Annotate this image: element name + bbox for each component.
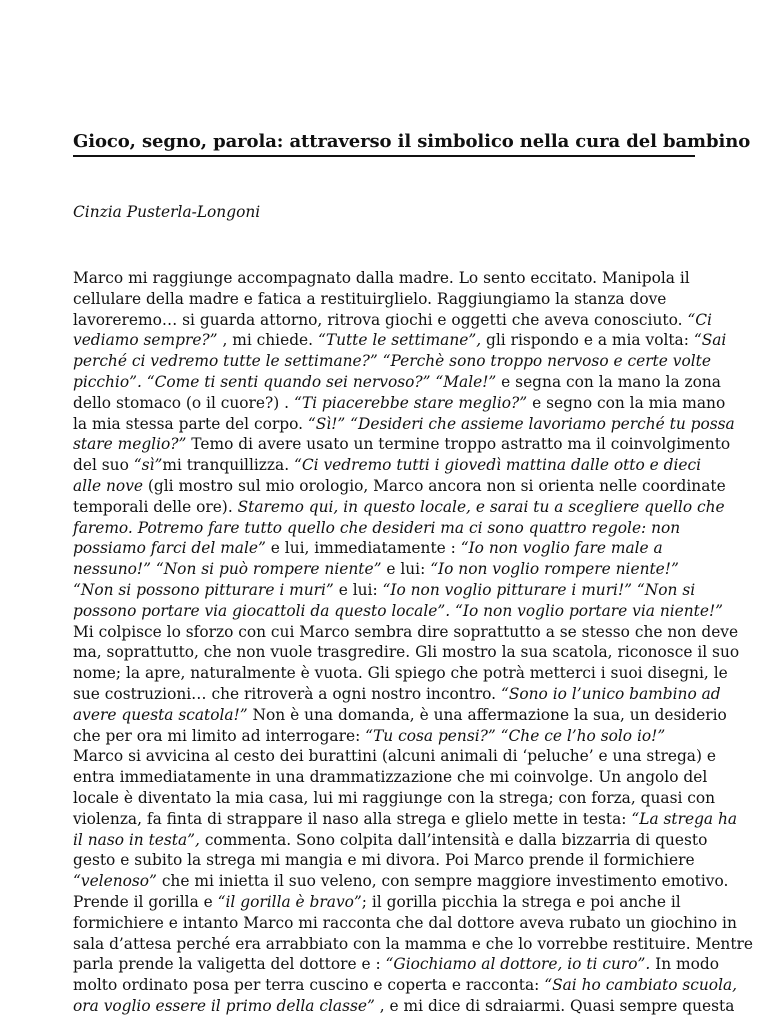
- paragraph-line: [73, 913, 737, 934]
- italic-text-span: nessuno!” “Non si può rompere niente”: [73, 560, 382, 579]
- paragraph-line: [73, 746, 716, 767]
- paragraph-line: [73, 767, 713, 788]
- text-span: e lui:: [381, 560, 431, 579]
- text-span: In modo: [650, 955, 720, 974]
- paragraph-line: [73, 622, 739, 643]
- italic-text-span: picchio”. “Come ti senti quando sei nervoso?” “Male!”: [73, 372, 497, 391]
- paragraph-line: [73, 788, 716, 809]
- italic-text-span: “Sono io l’unico bambino ad: [500, 684, 721, 703]
- document-title: Gioco, segno, parola: attraverso il simbolico nella cura del bambino: [73, 131, 695, 157]
- italic-text-span: “Non si possono pitturare i muri”: [73, 580, 334, 599]
- italic-text-span: possiamo farci del male”: [73, 539, 266, 558]
- paragraph-line: [73, 268, 713, 289]
- italic-text-span: “Tutte le settimane”,: [317, 331, 482, 350]
- italic-text-span: “Io non voglio rompere niente!”: [430, 560, 679, 579]
- paragraph-line: [73, 538, 713, 559]
- document-body: [73, 268, 753, 1017]
- paragraph-line: [73, 497, 725, 518]
- text-span: ; il gorilla picchia la strega e poi anche il: [361, 892, 681, 911]
- text-span: locale è diventato la mia casa, lui mi raggiunge con la strega; con forza, quasi con: [73, 788, 716, 807]
- italic-text-span: il naso in testa”,: [73, 830, 200, 849]
- text-span: molto ordinato posa per terra cuscino e coperta e racconta:: [73, 976, 545, 995]
- italic-text-span: “Ti piacerebbe stare meglio?”: [293, 393, 528, 412]
- text-span: che mi inietta il suo veleno, con sempre maggiore investimento emotivo.: [156, 872, 729, 891]
- italic-text-span: stare meglio?”: [73, 435, 187, 454]
- italic-text-span: “il gorilla è bravo”: [217, 892, 362, 911]
- text-span: Marco si avvicina al cesto dei burattini (alcuni animali di ‘peluche’ e una strega) e: [73, 747, 716, 766]
- italic-text-span: ora voglio essere il primo della classe”: [73, 996, 375, 1015]
- text-span: gli rispondo e a mia volta:: [481, 331, 694, 350]
- paragraph-line: [73, 601, 724, 622]
- paragraph-line: [73, 642, 740, 663]
- text-span: Non è una domanda, è una affermazione la sua, un desiderio: [247, 705, 727, 724]
- paragraph-line: [73, 414, 735, 435]
- italic-text-span: “Tu cosa pensi?” “Che ce l’ho solo io!”: [365, 726, 666, 745]
- text-span: formichiere e intanto Marco mi racconta che dal dottore aveva rubato un giochino in: [73, 913, 737, 932]
- document-author: Cinzia Pusterla-Longoni: [73, 203, 261, 221]
- paragraph-line: [73, 726, 713, 747]
- paragraph-line: [73, 330, 727, 351]
- text-span: commenta. Sono colpita dall’intensità e dalla bizzarria di questo: [199, 830, 708, 849]
- text-span: e lui:: [333, 580, 383, 599]
- text-span: violenza, fa finta di strappare il naso alla strega e glielo mette in testa:: [73, 809, 632, 828]
- text-span: ma, soprattutto, che non vuole trasgredire. Gli mostro la sua scatola, riconosce il suo: [73, 643, 740, 662]
- text-span: , e mi dice di sdraiarmi. Quasi sempre questa: [374, 996, 735, 1015]
- italic-text-span: “Ci: [687, 310, 712, 329]
- paragraph-line: [73, 934, 753, 955]
- italic-text-span: “Sì!” “Desideri che assieme lavoriamo perché tu possa: [307, 414, 735, 433]
- paragraph-line: [73, 372, 721, 393]
- text-span: Mi colpisce lo sforzo con cui Marco sembra dire soprattutto a se stesso che non deve: [73, 622, 739, 641]
- text-span: entra immediatamente in una drammatizzazione che mi coinvolge. Un angolo del: [73, 768, 708, 787]
- paragraph-line: [73, 518, 713, 539]
- text-span: Temo di avere usato un termine troppo astratto ma il coinvolgimento: [186, 435, 731, 454]
- text-span: (gli mostro sul mio orologio, Marco ancora non si orienta nelle coordinate: [143, 476, 726, 495]
- italic-text-span: “Sai: [693, 331, 727, 350]
- text-span: , mi chiede.: [217, 331, 318, 350]
- italic-text-span: “velenoso”: [73, 872, 157, 891]
- italic-text-span: “Io non voglio pitturare i muri!” “Non si: [382, 580, 696, 599]
- italic-text-span: alle nove: [73, 476, 144, 495]
- text-span: del suo: [73, 456, 134, 475]
- paragraph-line: [73, 871, 729, 892]
- paragraph-line: [73, 705, 727, 726]
- paragraph-line: [73, 559, 713, 580]
- italic-text-span: “Sai ho cambiato scuola,: [544, 976, 738, 995]
- paragraph-line: [73, 809, 738, 830]
- text-span: Marco mi raggiunge accompagnato dalla madre. Lo sento eccitato. Manipola il: [73, 269, 690, 287]
- paragraph-line: [73, 954, 720, 975]
- italic-text-span: “Ci vedremo tutti i giovedì mattina dalle otto e dieci: [293, 456, 702, 475]
- paragraph-line: [73, 684, 721, 705]
- text-span: mi tranquillizza.: [162, 456, 294, 475]
- paragraph-line: [73, 476, 726, 497]
- text-span: che per ora mi limito ad interrogare:: [73, 726, 366, 745]
- text-span: lavoreremo… si guarda attorno, ritrova giochi e oggetti che aveva conosciuto.: [73, 310, 688, 329]
- text-span: e segna con la mano la zona: [496, 372, 721, 391]
- paragraph-line: [73, 434, 731, 455]
- italic-text-span: faremo. Potremo fare tutto quello che desideri ma ci sono quattro regole: non: [73, 518, 681, 537]
- text-span: dello stomaco (o il cuore?) .: [73, 393, 294, 412]
- text-span: gesto e subito la strega mi mangia e mi divora. Poi Marco prende il formichiere: [73, 851, 695, 870]
- italic-text-span: avere questa scatola!”: [73, 705, 248, 724]
- italic-text-span: “Io non voglio fare male a: [460, 539, 663, 558]
- text-span: nome; la apre, naturalmente è vuota. Gli spiego che potrà metterci i suoi disegni, le: [73, 664, 728, 683]
- italic-text-span: Staremo qui, in questo locale, e sarai tu a scegliere quello che: [237, 497, 725, 516]
- italic-text-span: vediamo sempre?”: [73, 331, 218, 350]
- paragraph-line: [73, 310, 713, 331]
- paragraph-line: [73, 830, 713, 851]
- italic-text-span: “Giochiamo al dottore, io ti curo”.: [385, 955, 651, 974]
- text-span: e lui, immediatamente :: [265, 539, 461, 558]
- text-span: e segno con la mia mano: [527, 393, 726, 412]
- paragraph-line: [73, 975, 738, 996]
- paragraph-line: [73, 455, 713, 476]
- italic-text-span: possono portare via giocattoli da questo locale”. “Io non voglio portare via niente!”: [73, 601, 724, 620]
- paragraph-line: [73, 996, 735, 1017]
- text-span: la mia stessa parte del corpo.: [73, 414, 308, 433]
- text-span: temporali delle ore).: [73, 497, 238, 516]
- text-span: cellulare della madre e fatica a restituirglielo. Raggiungiamo la stanza dove: [73, 289, 667, 308]
- italic-text-span: perché ci vedremo tutte le settimane?” “Perchè sono troppo nervoso e certe volte: [73, 352, 711, 371]
- text-span: sala d’attesa perché era arrabbiato con la mamma e che lo vorrebbe restituire. Mentre: [73, 934, 753, 953]
- italic-text-span: “sì”: [133, 456, 163, 475]
- text-span: Prende il gorilla e: [73, 892, 218, 911]
- paragraph-line: [73, 351, 713, 372]
- paragraph-line: [73, 289, 713, 310]
- paragraph-line: [73, 663, 728, 684]
- paragraph-line: [73, 580, 713, 601]
- paragraph-line: [73, 892, 713, 913]
- paragraph-line: [73, 850, 713, 871]
- paragraph-line: [73, 393, 726, 414]
- text-span: parla prende la valigetta del dottore e :: [73, 955, 386, 974]
- text-span: sue costruzioni… che ritroverà a ogni nostro incontro.: [73, 684, 501, 703]
- italic-text-span: “La strega ha: [631, 809, 738, 828]
